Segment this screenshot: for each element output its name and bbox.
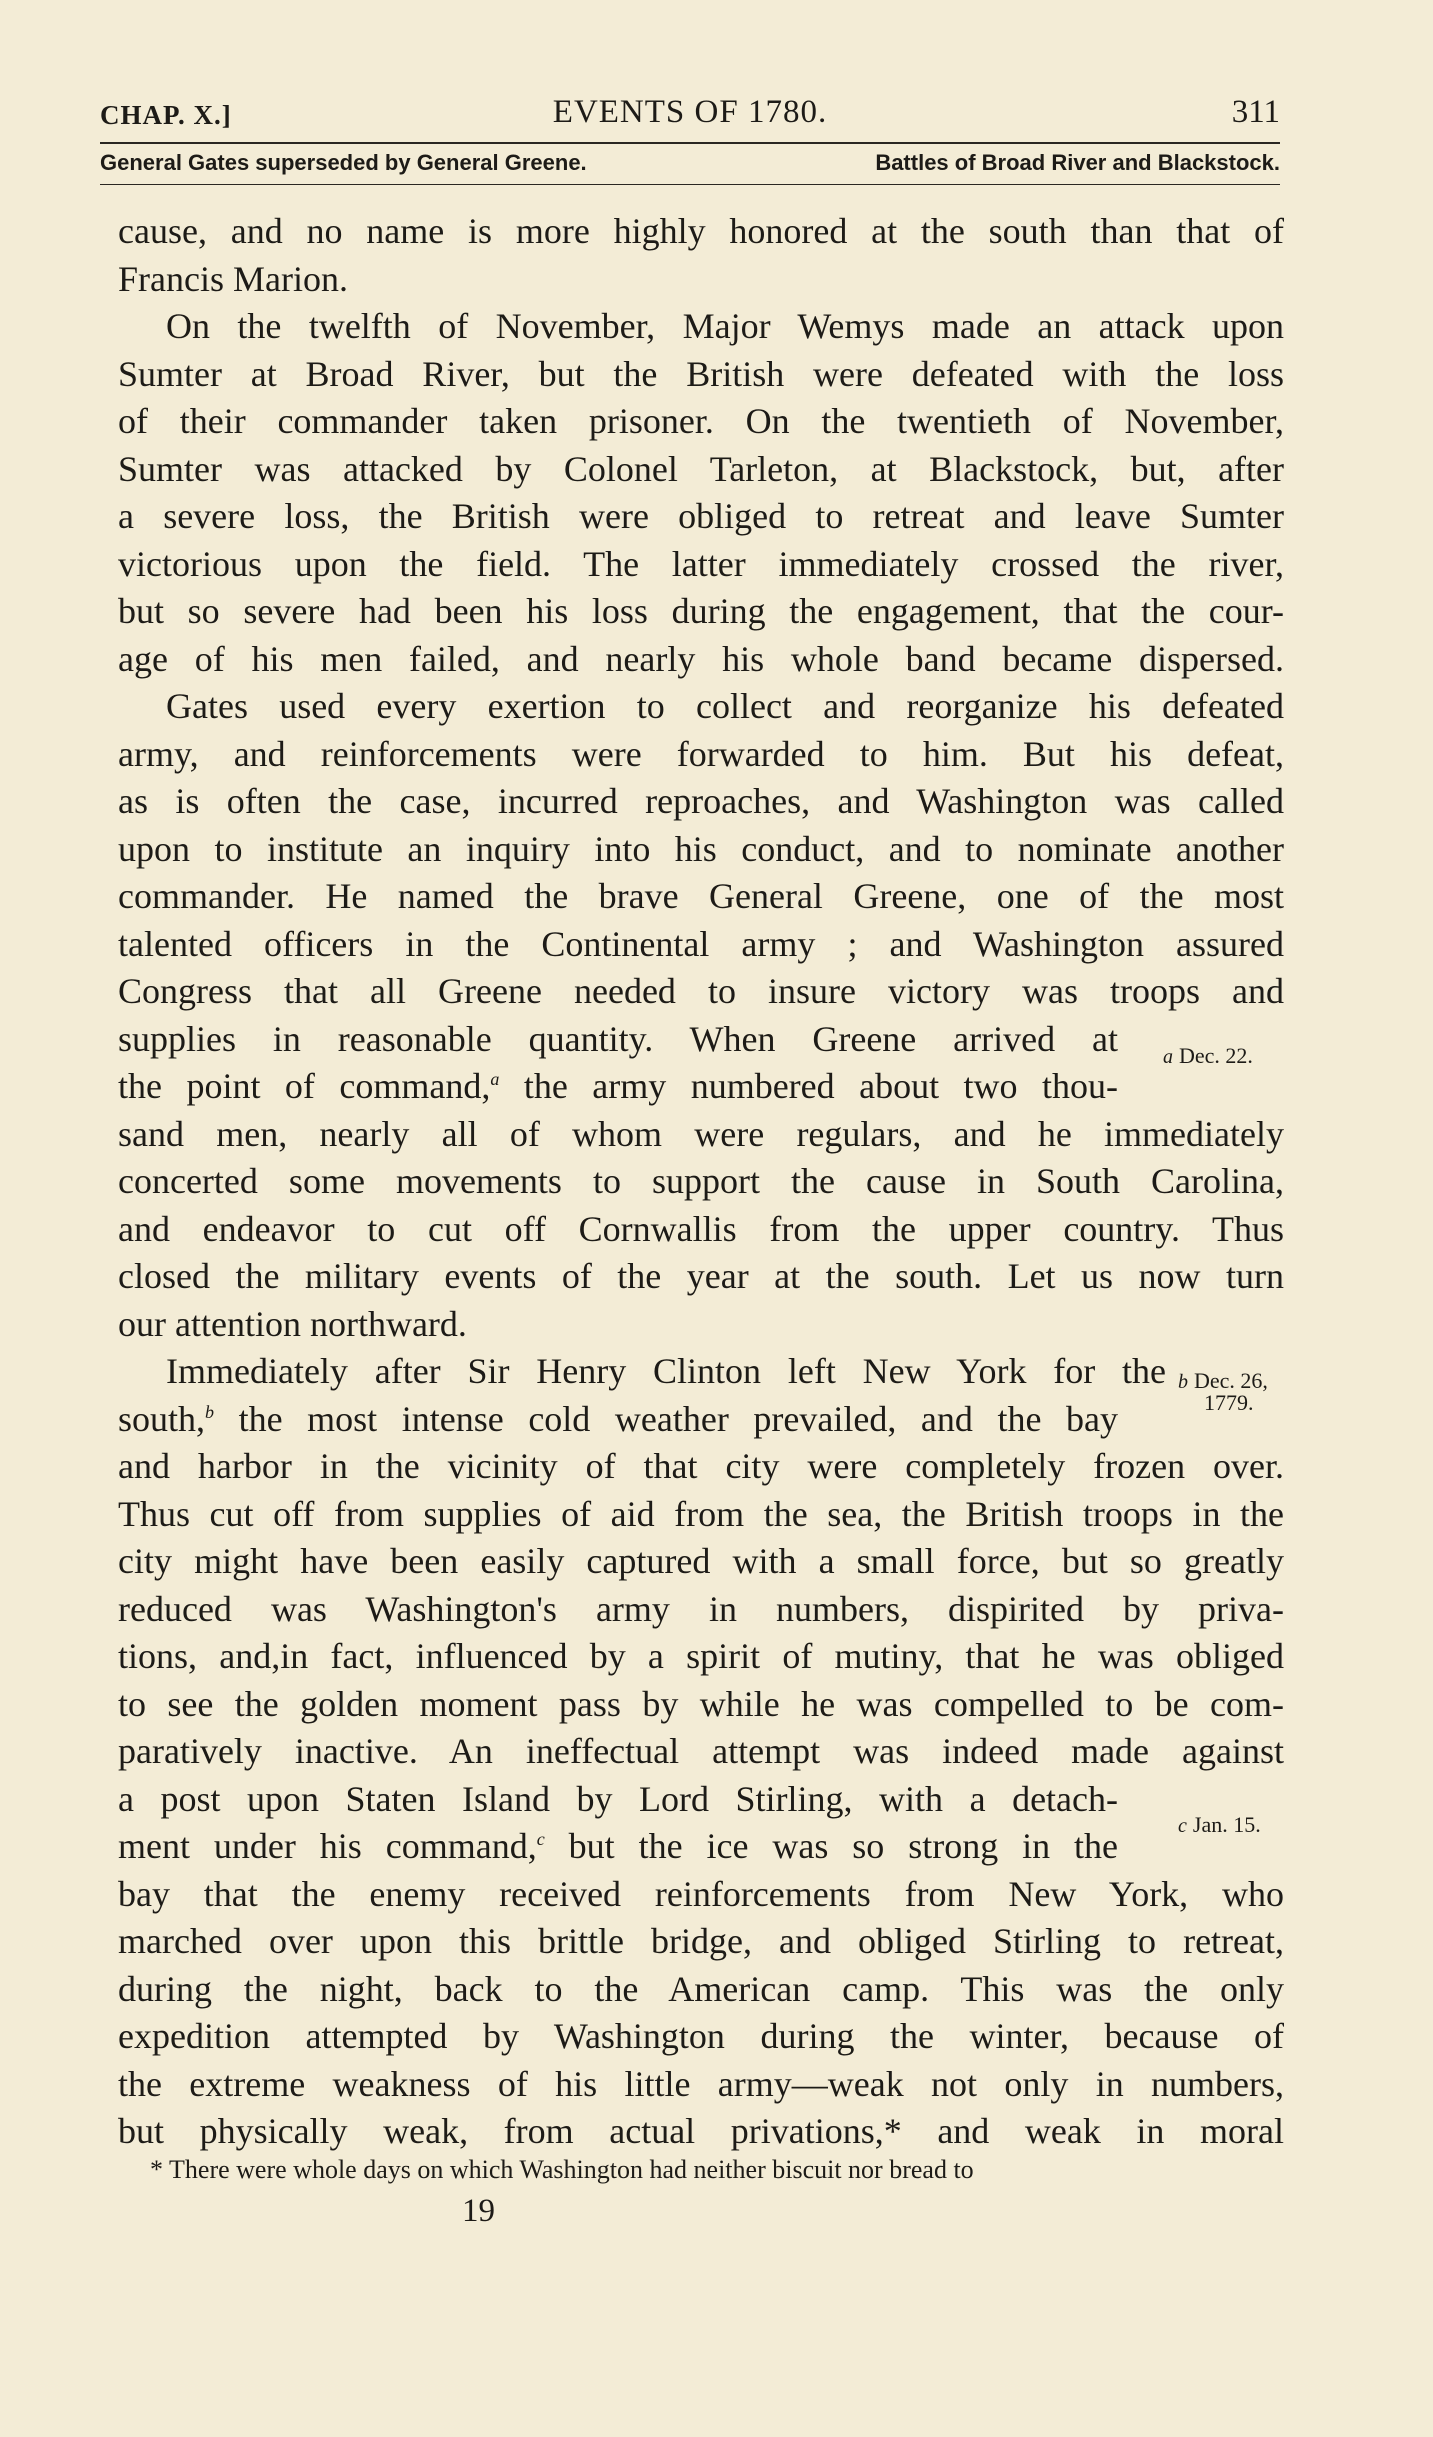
text-line: bay that the enemy received reinforcements from New York, who <box>118 1873 1284 1914</box>
text-line: commander. He named the brave General Greene, one of the most <box>118 876 1284 916</box>
text-line: our attention northward. <box>118 1303 467 1344</box>
text-fragment: but the ice was so strong in the <box>568 1826 1119 1866</box>
margin-note-letter: b <box>1178 1371 1188 1393</box>
text-line <box>118 1063 1118 1111</box>
text-line: Thus cut off from supplies of aid from the sea, the British troops in the <box>118 1493 1284 1534</box>
page-title: EVENTS OF 1780. <box>552 94 828 130</box>
text-line: Francis Marion. <box>118 258 348 299</box>
running-head <box>100 92 1280 142</box>
text-line: Sumter at Broad River, but the British were defeated with the loss <box>118 353 1284 394</box>
margin-note-letter: c <box>1178 1815 1187 1837</box>
margin-note-date: Jan. 15. <box>1192 1812 1261 1837</box>
text-fragment: south, <box>118 1398 206 1439</box>
text-line: Congress that all Greene needed to insure victory was troops and <box>118 971 1284 1011</box>
margin-note-c <box>1178 1812 1261 1838</box>
chapter-label: CHAP. X.] <box>100 100 232 130</box>
text-line: On the twelfth of November, Major Wemys made an attack upon <box>166 306 1284 346</box>
text-line: paratively inactive. An ineffectual attempt was indeed made against <box>118 1731 1284 1771</box>
text-line: a post upon Staten Island by Lord Stirling, with a detach- <box>118 1778 1118 1819</box>
text-line <box>118 1396 1118 1444</box>
signature-mark: 19 <box>462 2193 495 2229</box>
text-line: expedition attempted by Washington during the winter, because of <box>118 2016 1284 2056</box>
section-subheader <box>100 150 1280 184</box>
text-line: but physically weak, from actual privations,* and weak in moral <box>118 2111 1284 2151</box>
text-line: victorious upon the field. The latter immediately crossed the river, <box>118 543 1284 584</box>
margin-note-date: Dec. 22. <box>1179 1043 1253 1068</box>
text-line: army, and reinforcements were forwarded to him. But his defeat, <box>118 733 1284 774</box>
text-line: cause, and no name is more highly honored at the south than that of <box>118 211 1284 251</box>
text-line: upon to institute an inquiry into his conduct, and to nominate another <box>118 828 1284 869</box>
margin-note-date: Dec. 26, <box>1194 1368 1268 1393</box>
subheader-right: Battles of Broad River and Blackstock. <box>875 150 1280 175</box>
text-line: closed the military events of the year at the south. Let us now turn <box>118 1256 1284 1296</box>
header-rule <box>100 142 1280 144</box>
text-fragment: ment under his command, <box>118 1826 537 1866</box>
footnote-ref-b: b <box>205 1401 215 1422</box>
text-line: the extreme weakness of his little army—weak not only in numbers, <box>118 2063 1284 2104</box>
text-line: sand men, nearly all of whom were regulars, and he immediately <box>118 1113 1284 1154</box>
footnote: * There were whole days on which Washington had neither biscuit nor bread to <box>150 2155 974 2184</box>
text-line: age of his men failed, and nearly his whole band became dispersed. <box>118 638 1284 679</box>
text-line: Gates used every exertion to collect and reorganize his defeated <box>166 686 1284 726</box>
text-line: supplies in reasonable quantity. When Greene arrived at <box>118 1018 1118 1059</box>
text-fragment: the army numbered about two thou- <box>523 1066 1119 1106</box>
text-line: city might have been easily captured with a small force, but so greatly <box>118 1541 1284 1581</box>
body-text <box>118 208 1284 2156</box>
text-line: to see the golden moment pass by while he was compelled to be com- <box>118 1683 1284 1724</box>
text-line: as is often the case, incurred reproaches, and Washington was called <box>118 781 1284 821</box>
text-line: a severe loss, the British were obliged to retreat and leave Sumter <box>118 496 1284 536</box>
page-number: 311 <box>1231 94 1280 130</box>
text-line <box>118 1823 1118 1871</box>
text-line: but so severe had been his loss during the engagement, that the cour- <box>118 591 1284 631</box>
text-line: tions, and,in fact, influenced by a spirit of mutiny, that he was obliged <box>118 1636 1284 1676</box>
text-line: marched over upon this brittle bridge, and obliged Stirling to retreat, <box>118 1921 1284 1961</box>
margin-note-letter: a <box>1163 1046 1173 1068</box>
text-line: Immediately after Sir Henry Clinton left New York for the <box>166 1351 1166 1391</box>
subheader-left: General Gates superseded by General Greene. <box>100 150 587 175</box>
text-line: reduced was Washington's army in numbers, dispirited by priva- <box>118 1588 1284 1629</box>
subheader-rule <box>100 184 1280 185</box>
text-line: during the night, back to the American camp. This was the only <box>118 1968 1284 2009</box>
text-line: Sumter was attacked by Colonel Tarleton, at Blackstock, but, after <box>118 448 1284 489</box>
margin-note-a <box>1163 1043 1253 1069</box>
text-line: and endeavor to cut off Cornwallis from the upper country. Thus <box>118 1208 1284 1249</box>
footnote-ref-c: c <box>536 1829 545 1849</box>
margin-note-year: 1779. <box>1204 1390 1254 1415</box>
text-line: talented officers in the Continental army ; and Washington assured <box>118 923 1284 964</box>
text-fragment: the point of command, <box>118 1066 491 1106</box>
text-line: and harbor in the vicinity of that city were completely frozen over. <box>118 1446 1284 1486</box>
text-line: of their commander taken prisoner. On the twentieth of November, <box>118 401 1284 441</box>
text-fragment: the most intense cold weather prevailed, and the bay <box>238 1398 1119 1439</box>
margin-note-b <box>1178 1368 1268 1416</box>
footnote-ref-a: a <box>490 1069 500 1089</box>
text-line: concerted some movements to support the cause in South Carolina, <box>118 1161 1284 1201</box>
